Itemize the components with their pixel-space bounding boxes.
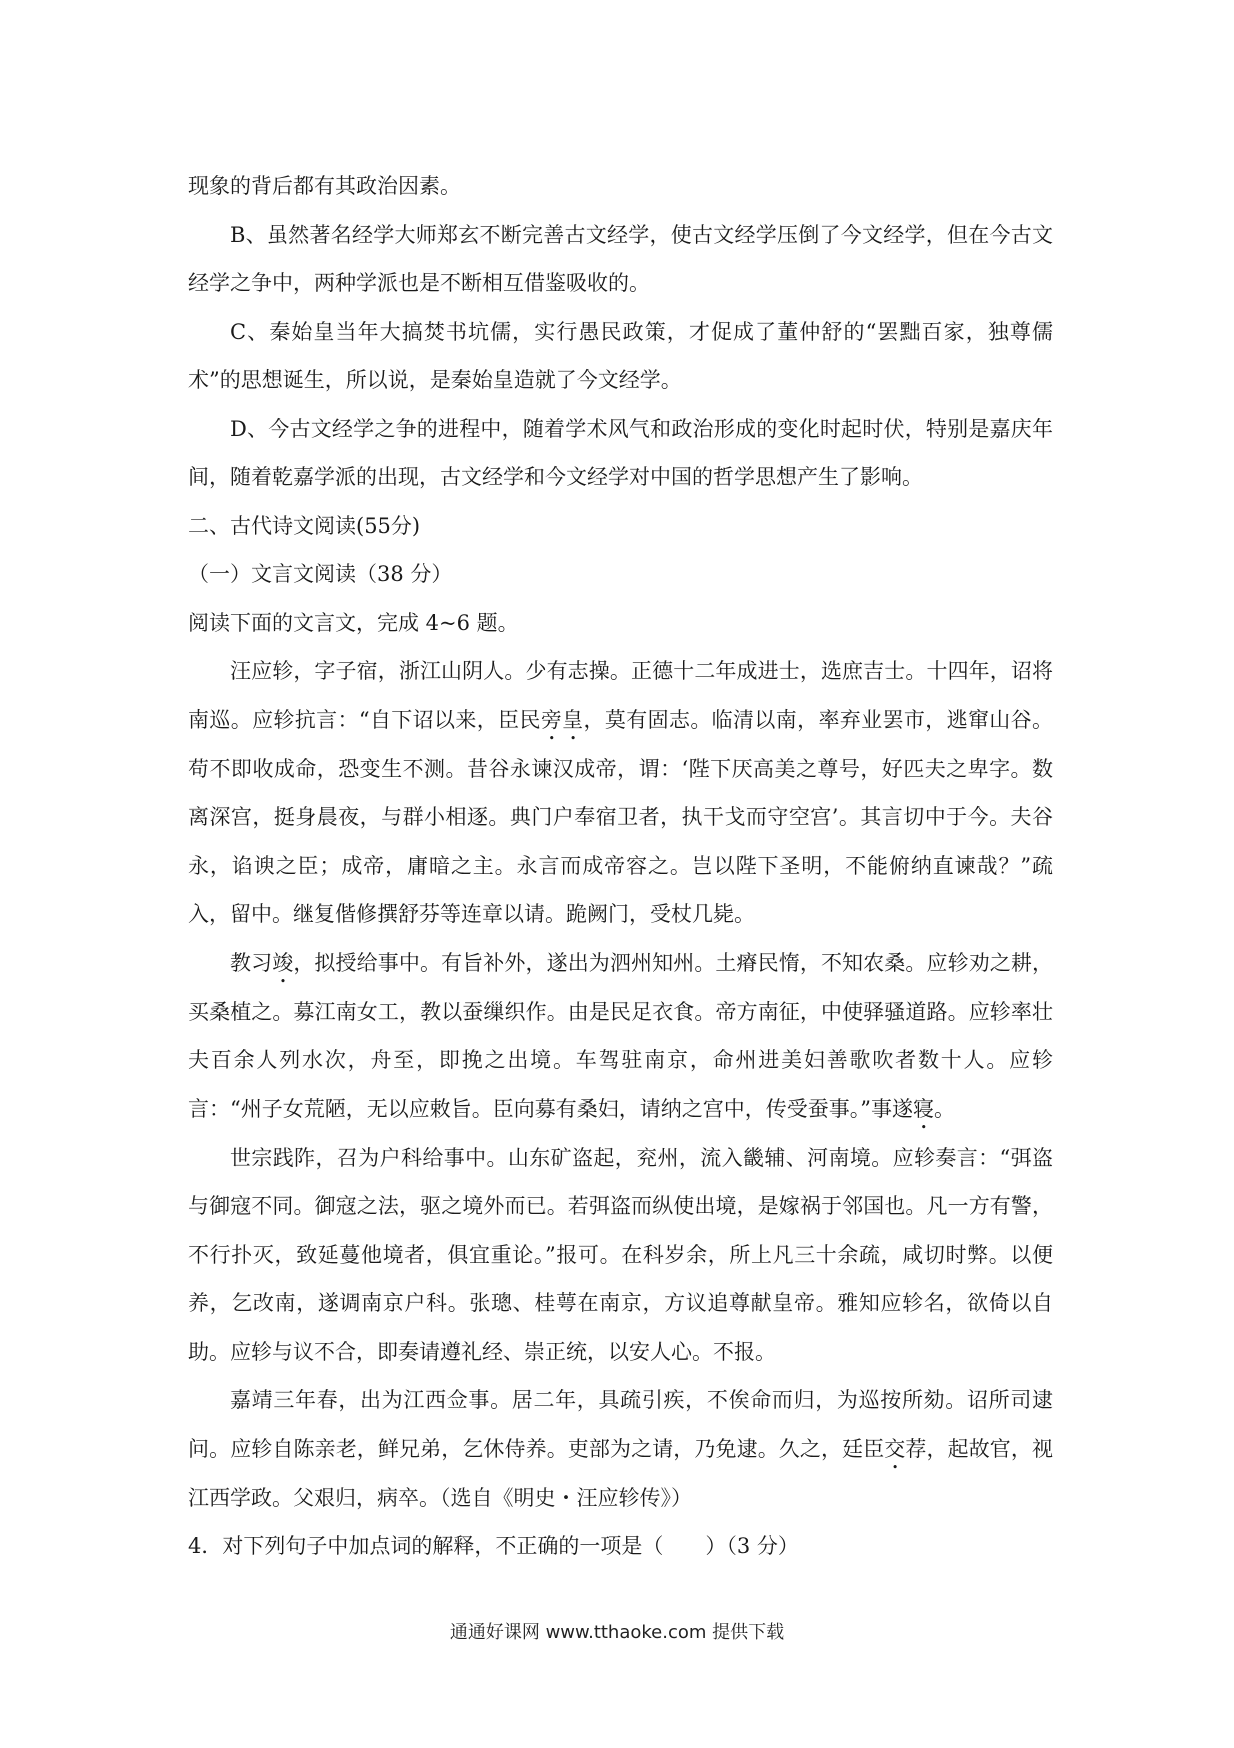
passage-paragraph-4	[188, 1376, 1053, 1522]
subsection-heading: （一）文言文阅读（38 分）	[188, 562, 453, 586]
dotted-word: 寝	[912, 1096, 934, 1121]
question-4: 4．对下列句子中加点词的解释，不正确的一项是（ ）（3 分）	[188, 1534, 799, 1558]
reading-instruction: 阅读下面的文言文，完成 4~6 题。	[188, 610, 519, 635]
passage-text: ，拟授给事中。有旨补外，遂出为泗州知州。土瘠民惰，不知农桑。应轸劝之耕，买桑植之。募江南女工，教以蚕缫织作。由是民足衣食。帝方南征，中使驿骚道路。应轸率壮夫百余人列水次，舟至，即挽之出境。车驾驻南京，命州进美妇善歌吹者数十人。应轸言：“州子女荒陋，无以应敕旨。臣向募有桑妇，请纳之宫中，传受蚕事。”事遂	[188, 950, 1054, 1121]
passage-paragraph-3: 世宗践阼，召为户科给事中。山东矿盗起，兖州，流入畿辅、河南境。应轸奏言：“弭盗与御寇不同。御寇之法，驱之境外而已。若弭盗而纵使出境，是嫁祸于邻国也。凡一方有警，不行扑灭，致延蔓他境者，俱宜重论。”报可。在科岁余，所上凡三十余疏，咸切时弊。以便养，乞改南，遂调南京户科。张璁、桂萼在南京，方议追尊献皇帝。雅知应轸名，欲倚以自助。应轸与议不合，即奏请遵礼经、崇正统，以安人心。不报。	[188, 1145, 1053, 1364]
passage-text: 。	[933, 1096, 955, 1121]
passage-text: ，莫有固志。临清以南，率弃业罢市，逃窜山谷。苟不即收成命，恐变生不测。昔谷永谏汉成帝，谓：‘陛下厌高美之尊号，好匹夫之卑字。数离深宫，挺身晨夜，与群小相逐。典门户奉宿卫者，执干戈而守空宫’。其言切中于今。夫谷永，谄谀之臣；成帝，庸暗之主。永言而成帝容之。岂以陛下圣明，不能俯纳直谏哉？”疏入，留中。继复偕修撰舒芬等连章以请。跪阙门，受杖几毙。	[188, 707, 1054, 926]
passage-paragraph-1	[188, 647, 1053, 939]
passage-text: 教习	[230, 950, 273, 975]
section-heading: 二、古代诗文阅读(55分)	[188, 513, 421, 538]
dotted-word: 竣	[272, 950, 294, 975]
passage-paragraph-2	[188, 939, 1053, 1134]
dotted-word: 交	[884, 1436, 906, 1461]
option-c: C、秦始皇当年大搞焚书坑儒，实行愚民政策，才促成了董仲舒的“罢黜百家，独尊儒术”的思想诞生，所以说，是秦始皇造就了今文经学。	[188, 319, 1053, 392]
passage-text: 汪应轸，字子宿，浙江山阴人。少有志操。正德十二年成进士，选庶吉士。十四年，诏将南巡。应轸抗言：“自下诏以来，臣民	[188, 659, 1053, 732]
passage-text: 荐，起故官，视江西学政。父艰归，病卒。（选自《明史・汪应轸传》）	[188, 1436, 1054, 1510]
document-body	[188, 162, 1053, 1571]
option-b: B、虽然著名经学大师郑玄不断完善古文经学，使古文经学压倒了今文经学，但在今古文经学之争中，两种学派也是不断相互借鉴吸收的。	[188, 222, 1053, 295]
paragraph-continuation: 现象的背后都有其政治因素。	[188, 174, 461, 198]
passage-text: 嘉靖三年春，出为江西佥事。居二年，具疏引疾，不俟命而归，为巡按所劾。诏所司逮问。应轸自陈亲老，鲜兄弟，乞休侍养。吏部为之请，乃免逮。久之，廷臣	[188, 1388, 1053, 1461]
dotted-word: 旁皇	[540, 707, 584, 732]
option-d: D、今古文经学之争的进程中，随着学术风气和政治形成的变化时起时伏，特别是嘉庆年间，随着乾嘉学派的出现，古文经学和今文经学对中国的哲学思想产生了影响。	[188, 416, 1053, 489]
page-footer: 通通好课网 www.tthaoke.com 提供下载	[449, 1622, 785, 1643]
